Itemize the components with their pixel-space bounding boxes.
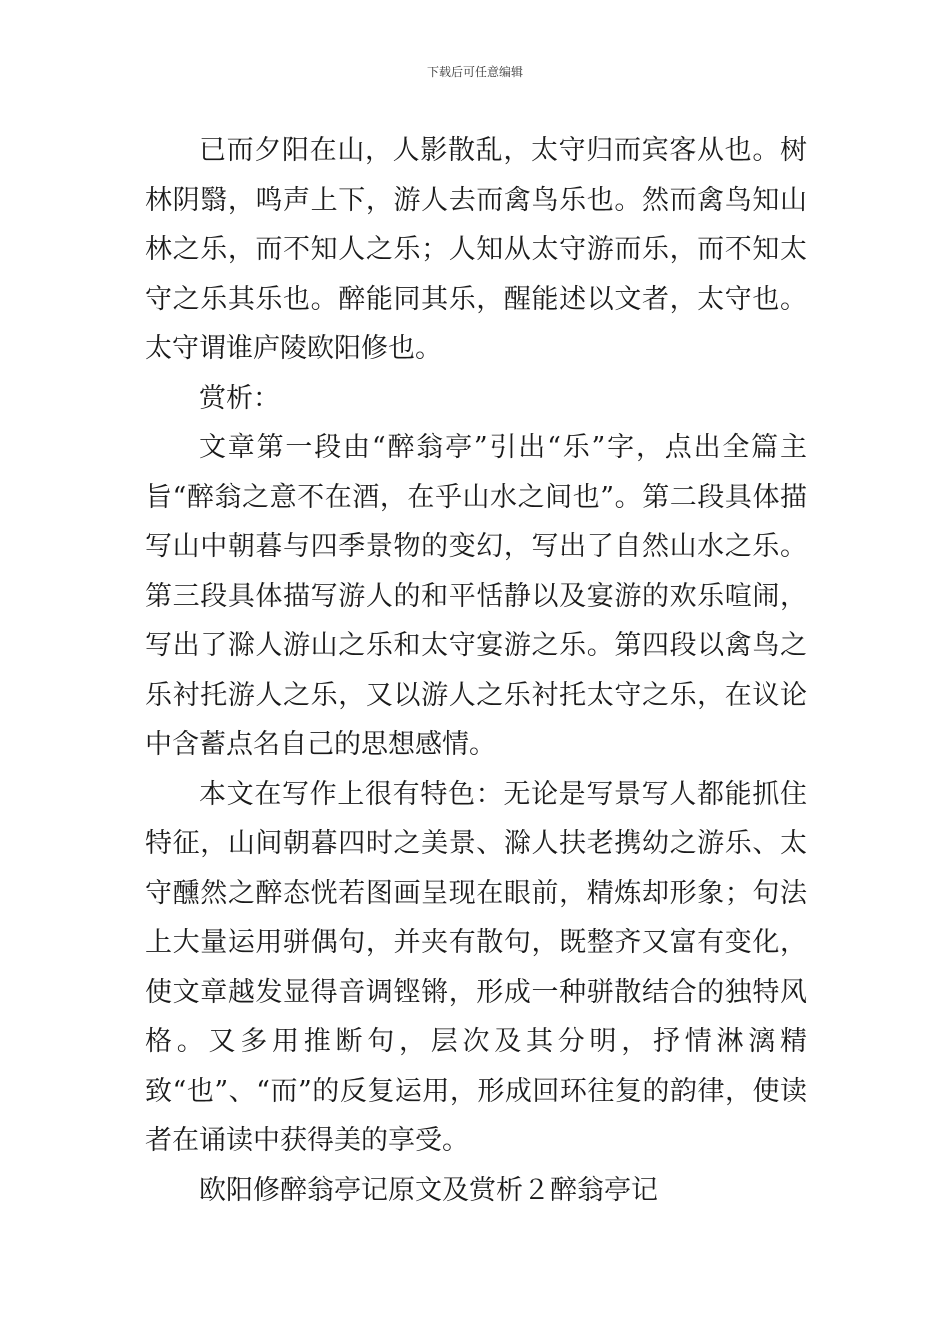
paragraph-next-section-title: 欧阳修醉翁亭记原文及赏析２醉翁亭记 — [199, 1174, 658, 1206]
paragraph-style-analysis: 本文在写作上很有特色：无论是写景写人都能抓住特征，山间朝暮四时之美景、滁人扶老携幼之游乐、太守醺然之醉态恍若图画呈现在眼前，精炼却形象；句法上大量运用骈偶句，并夹有散句，既整齐又富有变化，使文章越发显得音调铿锵，形成一种骈散结合的独特风格。又多用推断句，层次及其分明，抒情淋漓精致“也”、“而”的反复运用，形成回环往复的韵律，使读者在诵读中获得美的享受。 — [145, 778, 807, 1156]
paragraph-structure-analysis: 文章第一段由“醉翁亭”引出“乐”字，点出全篇主旨“醉翁之意不在酒，在乎山水之间也”。第二段具体描写山中朝暮与四季景物的变幻，写出了自然山水之乐。第三段具体描写游人的和平恬静以及宴游的欢乐喧闹，写出了滁人游山之乐和太守宴游之乐。第四段以禽鸟之乐衬托游人之乐，又以游人之乐衬托太守之乐，在议论中含蓄点名自己的思想感情。 — [145, 432, 807, 760]
page-header: 下载后可任意编辑 — [426, 65, 523, 79]
document-body — [145, 126, 807, 1215]
paragraph-analysis-heading: 赏析： — [199, 382, 280, 414]
paragraph-ending-passage: 已而夕阳在山，人影散乱，太守归而宾客从也。树林阴翳，鸣声上下，游人去而禽鸟乐也。然而禽鸟知山林之乐，而不知人之乐；人知从太守游而乐，而不知太守之乐其乐也。醉能同其乐，醒能述以文者，太守也。太守谓谁庐陵欧阳修也。 — [145, 135, 807, 364]
